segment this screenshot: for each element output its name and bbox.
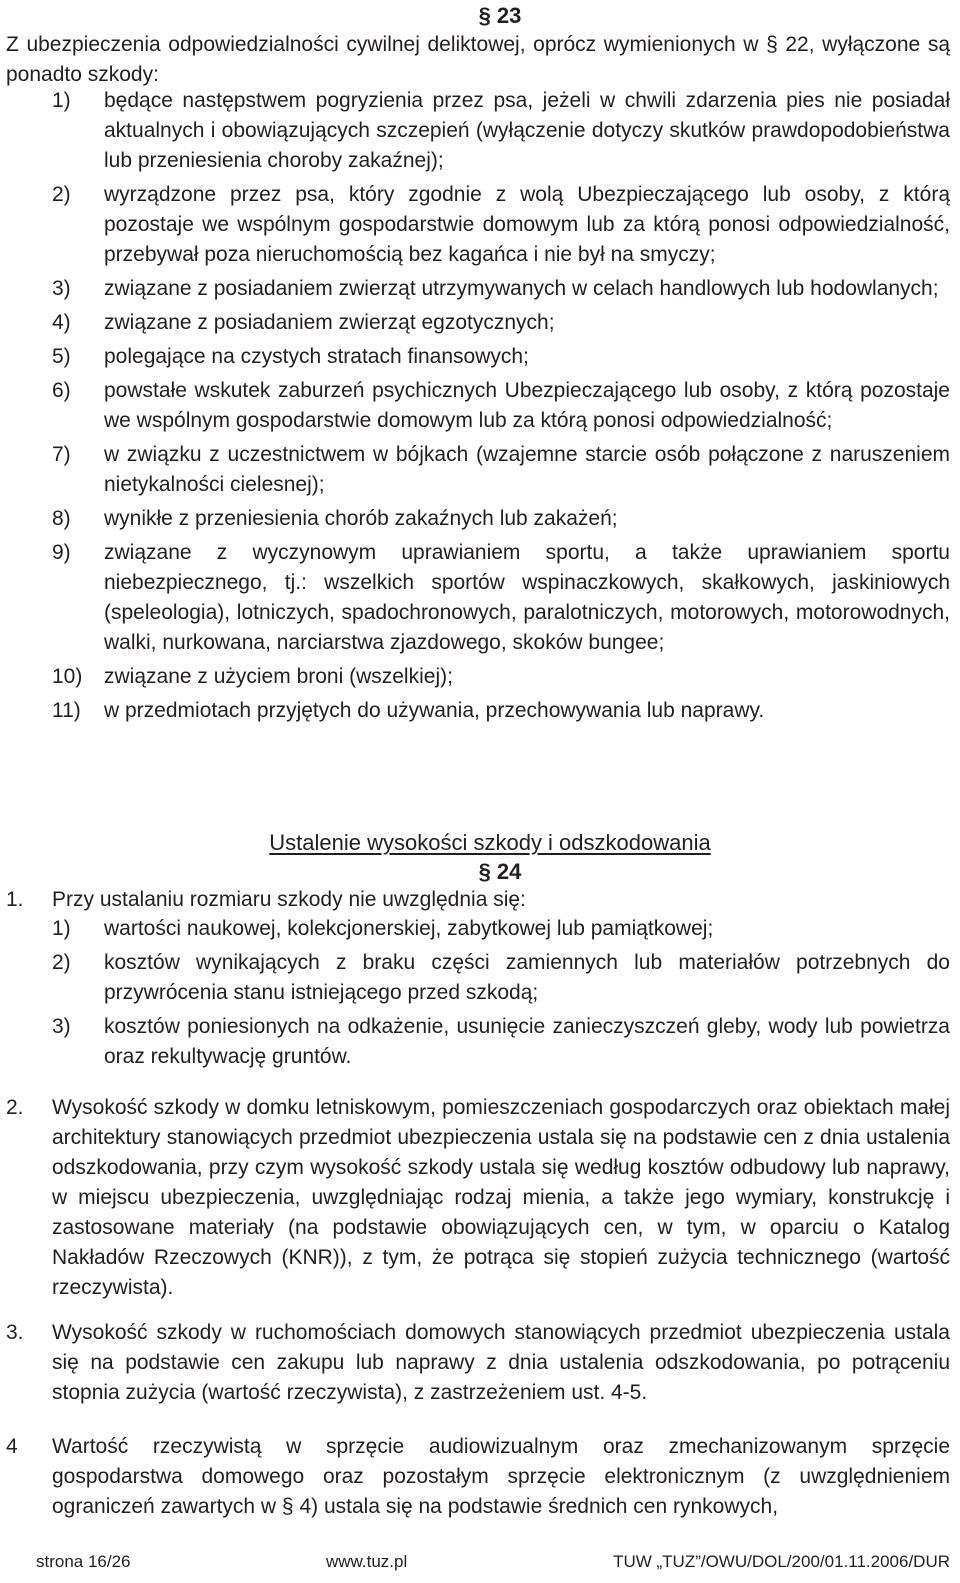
list-item: 1) wartości naukowej, kolekcjonerskiej, zabytkowej lub pamiątkowej; — [52, 917, 714, 940]
paragraph-number: 3. — [6, 1321, 24, 1344]
paragraph-text: Wysokość szkody w ruchomościach domowych stanowiących przedmiot ubezpieczenia ustala się na podstawie cen zakupu lub naprawy z dnia ustalenia odszkodowania, po potrąceniu stopnia zużycia (wartość rzeczywista), z zastrzeżeniem ust. 4-5. — [52, 1321, 950, 1404]
paragraph-text: Przy ustalaniu rozmiaru szkody nie uwzględnia się: — [52, 888, 526, 911]
section-24-title: § 24 — [478, 859, 522, 884]
list-item: 8) wynikłe z przeniesienia chorób zakaźnych lub zakażeń; — [52, 507, 618, 530]
list-item: 7) w związku z uczestnictwem w bójkach (wzajemne starcie osób połączone z naruszeniem nietykalności cielesnej); — [52, 443, 950, 496]
list-item: 4) związane z posiadaniem zwierząt egzotycznych; — [52, 311, 555, 334]
list-item: 1) będące następstwem pogryzienia przez psa, jeżeli w chwili zdarzenia pies nie posiadał aktualnych i obowiązujących szczepień (wyłączenie dotyczy skutków prawdopodobieństwa lub przeniesienia choroby zakaźnej); — [52, 89, 950, 172]
paragraph-number: 4 — [6, 1435, 18, 1458]
footer-url: www.tuz.pl — [326, 1552, 408, 1571]
paragraph-text: Wartość rzeczywistą w sprzęcie audiowizualnym oraz zmechanizowanym sprzęcie gospodarstwa domowego oraz pozostałym sprzęcie elektronicznym (z uwzględnieniem ograniczeń zawartych w § 4) ustala się na podstawie średnich cen rynkowych, — [52, 1435, 950, 1518]
paragraph-4 — [6, 1432, 950, 1522]
list-item: 3) związane z posiadaniem zwierząt utrzymywanych w celach handlowych lub hodowlanych; — [52, 277, 939, 300]
list-item: 2) wyrządzone przez psa, który zgodnie z wolą Ubezpieczającego lub osoby, z którą pozostaje we wspólnym gospodarstwie domowym lub za którą ponosi odpowiedzialność, przebywał poza nieruchomością bez kagańca i nie był na smyczy; — [52, 183, 950, 266]
list-item: 11) w przedmiotach przyjętych do używania, przechowywania lub naprawy. — [52, 699, 765, 722]
list-item: 3) kosztów poniesionych na odkażenie, usunięcie zanieczyszczeń gleby, wody lub powietrza oraz rekultywację gruntów. — [52, 1015, 950, 1068]
paragraph-text: Wysokość szkody w domku letniskowym, pomieszczeniach gospodarczych oraz obiektach małej architektury stanowiących przedmiot ubezpieczenia ustala się na podstawie cen z dnia ustalenia odszkodowania, przy czym wysokość szkody ustala się według kosztów odbudowy lub naprawy, w miejscu ubezpieczenia, uwzględniając rodzaj mienia, a także jego wymiary, konstrukcję i zastosowane materiały (na podstawie obowiązujących cen, w tym, w oparciu o Katalog Nakładów Rzeczowych (KNR)), z tym, że potrąca się stopień zużycia technicznego (wartość rzeczywista). — [52, 1096, 950, 1299]
section-heading: Ustalenie wysokości szkody i odszkodowania — [269, 830, 711, 855]
footer-page-number: strona 16/26 — [36, 1552, 131, 1571]
paragraph-3 — [6, 1318, 950, 1408]
list-item: 5) polegające na czystych stratach finansowych; — [52, 345, 529, 368]
list-item: 9) związane z wyczynowym uprawianiem sportu, a także uprawianiem sportu niebezpiecznego, tj.: wszelkich sportów wspinaczkowych, skałkowych, jaskiniowych (speleologia), lotniczych, spadochronowych, paralotniczych, motorowych, motorowodnych, walki, nurkowana, narciarstwa zjazdowego, skoków bungee; — [52, 541, 950, 654]
footer-document-code: TUW „TUZ”/OWU/DOL/200/01.11.2006/DUR — [613, 1552, 950, 1571]
section-23-exclusions-list — [52, 86, 950, 730]
paragraph-1 — [6, 885, 950, 915]
list-item: 6) powstałe wskutek zaburzeń psychicznych Ubezpieczającego lub osoby, z którą pozostaje we wspólnym gospodarstwie domowym lub za którą ponosi odpowiedzialność; — [52, 379, 950, 432]
paragraph-1-list — [52, 914, 950, 1076]
paragraph-2 — [6, 1093, 950, 1303]
paragraph-number: 2. — [6, 1096, 24, 1119]
section-23-title: § 23 — [478, 3, 522, 28]
paragraph-number: 1. — [6, 888, 24, 911]
section-23-intro: Z ubezpieczenia odpowiedzialności cywilnej deliktowej, oprócz wymienionych w § 22, wyłączone są ponadto szkody: — [6, 33, 950, 86]
list-item: 2) kosztów wynikających z braku części zamiennych lub materiałów potrzebnych do przywrócenia stanu istniejącego przed szkodą; — [52, 951, 950, 1004]
list-item: 10) związane z użyciem broni (wszelkiej); — [52, 665, 453, 688]
